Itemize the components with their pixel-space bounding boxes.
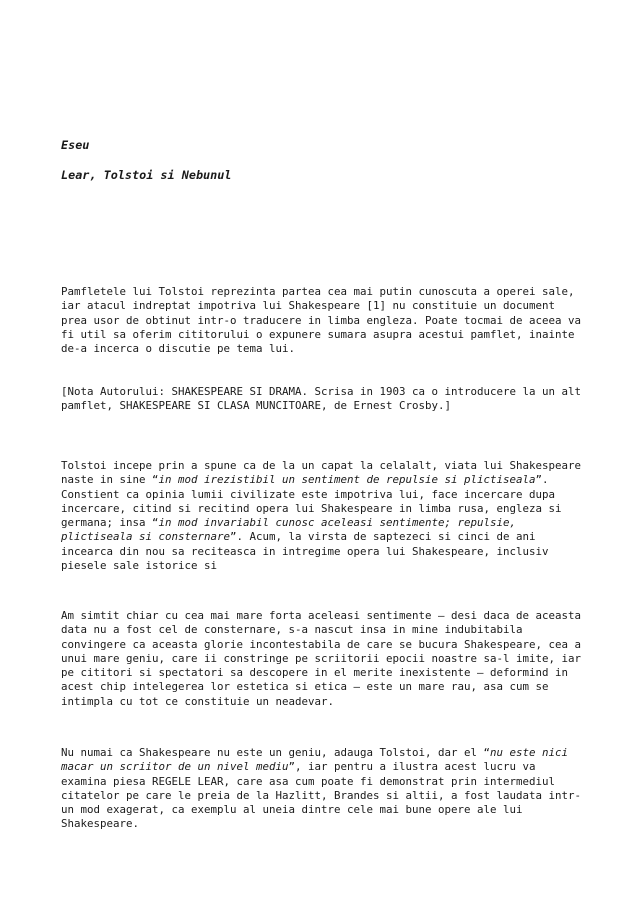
paragraph-sentiments [61,609,581,709]
paragraph-intro [61,285,581,356]
paragraph-tolstoi-begins [61,459,581,573]
text-line: [Nota Autorului: SHAKESPEARE SI DRAMA. Scrisa in 1903 ca o introducere la un alt [61,385,582,398]
text-line: fi util sa oferim cititorului o expunere sumara asupra acestui pamflet, inainte [61,327,575,341]
text-run: germana; insa “ [61,516,159,530]
text-line: Constient ca opinia lumii civilizate este impotriva lui, face incercare dupa [61,487,556,501]
paragraph-regele-lear [61,746,581,832]
quote-italic: nu este nici [490,746,569,759]
text-line: Am simtit chiar cu cea mai mare forta aceleasi sentimente – desi daca de aceasta [61,609,582,622]
text-line: examina piesa REGELE LEAR, care asa cum poate fi demonstrat prin intermediul [61,774,556,788]
text-line: incercare, citind si recitind opera lui Shakespeare in limba rusa, engleza si [61,501,562,515]
paragraph-author-note [61,385,581,414]
text-run: naste in sine “ [61,473,159,487]
text-line: Pamfletele lui Tolstoi reprezinta partea cea mai putin cunoscuta a operei sale, [61,285,575,298]
text-run: Nu numai ca Shakespeare nu este un geniu, adauga Tolstoi, dar el “ [61,746,491,759]
document-title: Lear, Tolstoi si Nebunul [61,168,232,182]
text-line: piesele sale istorice si [61,559,218,573]
quote-italic: in mod irezistibil un sentiment de repulsie si plictiseala [158,473,536,487]
document-category: Eseu [61,138,90,152]
text-line [61,760,581,774]
text-line: pamflet, SHAKESPEARE SI CLASA MUNCITOARE, de Ernest Crosby.] [61,399,452,413]
text-line: un mod exagerat, ca exemplu al uneia dintre cele mai bune opere ale lui [61,803,523,817]
text-line: incearca din nou sa reciteasca in intregime opera lui Shakespeare, inclusiv [61,544,549,558]
text-line: Shakespeare. [61,817,140,831]
text-line: unui mare geniu, care ii constringe pe scriitorii epocii noastre sa-l imite, iar [61,651,582,665]
quote-italic: macar un scriitor de un nivel mediu [61,760,289,774]
quote-italic: plictiseala si consternare [61,530,231,544]
text-line [61,530,581,544]
text-line: pe cititori si spectatori sa descopere in el merite inexistente – deformind in [61,666,569,680]
text-line [61,516,581,530]
text-line: convingere ca aceasta glorie incontestabila de care se bucura Shakespeare, cea a [61,637,582,651]
text-line: intimpla cu tot ce constituie un neadevar. [61,694,335,708]
text-line [61,746,581,760]
text-line [61,473,581,487]
quote-italic: in mod invariabil cunosc aceleasi sentimente; repulsie, [158,516,517,530]
text-line: prea usor de obtinut intr-o traducere in limba engleza. Poate tocmai de aceea va [61,313,582,327]
text-line: Tolstoi incepe prin a spune ca de la un capat la celalalt, viata lui Shakespeare [61,459,582,472]
text-run: ”. Acum, la virsta de saptezeci si cinci de ani [230,530,536,544]
text-line: de-a incerca o discutie pe tema lui. [61,342,296,356]
text-line: data nu a fost cel de consternare, s-a nascut insa in mine indubitabila [61,623,523,637]
text-run: ”, iar pentru a ilustra acest lucru va [288,760,536,774]
text-line: citatelor pe care le preia de la Hazlitt, Brandes si altii, a fost laudata intr- [61,788,582,802]
text-run: ”. [535,473,549,487]
text-line: acest chip intelegerea lor estetica si etica – este un mare rau, asa cum se [61,680,549,694]
text-line: iar atacul indreptat impotriva lui Shakespeare [1] nu constituie un document [61,299,556,313]
